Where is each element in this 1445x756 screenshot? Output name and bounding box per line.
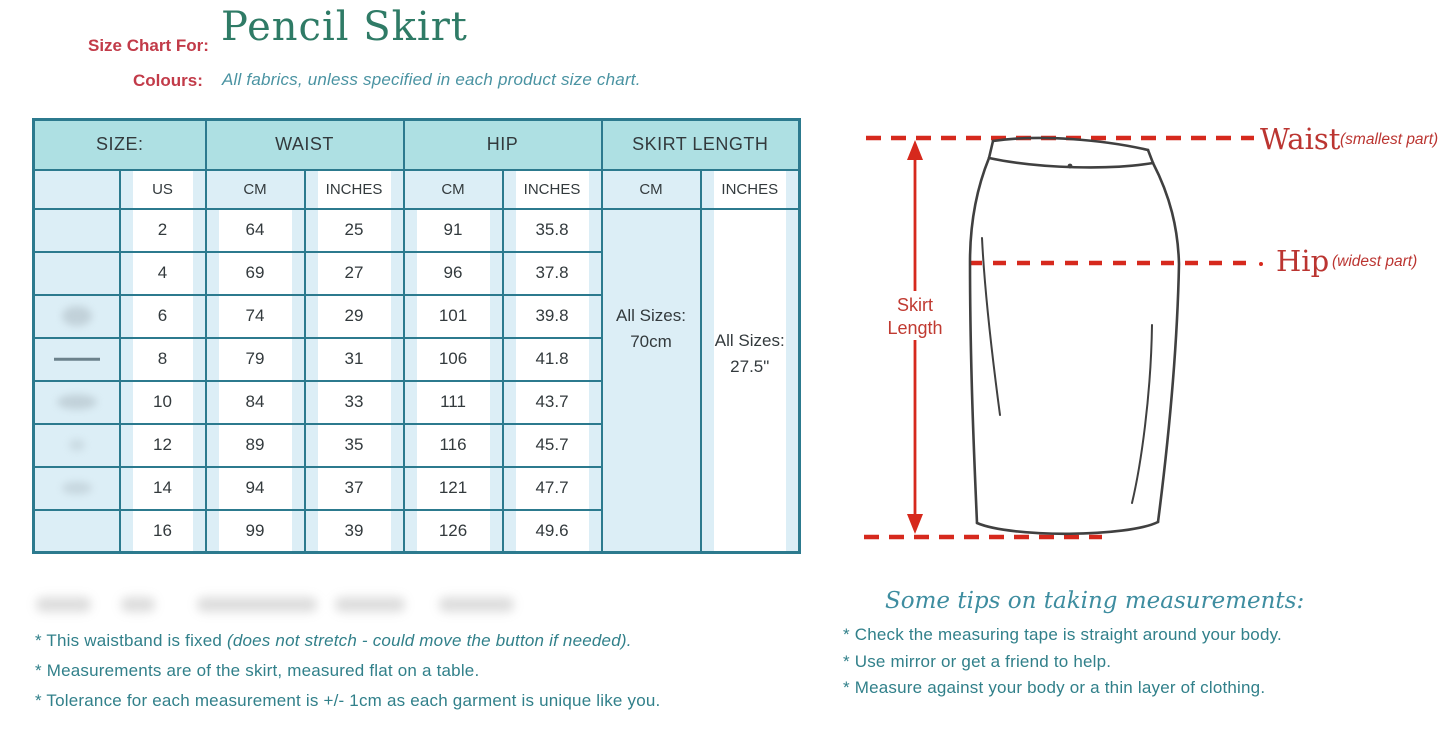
size-chart-table <box>32 118 801 554</box>
hip-cm-cell: 101 <box>404 295 503 338</box>
hip-cm-cell: 126 <box>404 510 503 553</box>
hip-line-end-dot <box>1259 262 1263 266</box>
skirt-length-inches-cell: All Sizes: 27.5" <box>701 209 800 553</box>
waist-inches-cell: 31 <box>305 338 404 381</box>
col-group-waist: WAIST <box>206 120 404 170</box>
waist-cm-cell: 74 <box>206 295 305 338</box>
arrowhead-up <box>907 140 923 160</box>
notes <box>35 626 735 716</box>
measurement-tips <box>843 588 1423 702</box>
subheader-hip-inches: INCHES <box>503 170 602 209</box>
waist-inches-cell: 29 <box>305 295 404 338</box>
hip-cm-cell: 121 <box>404 467 503 510</box>
row-marker-cell <box>34 295 120 338</box>
tips-heading: Some tips on taking measurements: <box>885 588 1305 614</box>
skirt-measurement-diagram <box>855 100 1445 580</box>
subheader-us: US <box>120 170 206 209</box>
us-size-cell: 8 <box>120 338 206 381</box>
hip-inches-cell: 47.7 <box>503 467 602 510</box>
hip-inches-cell: 45.7 <box>503 424 602 467</box>
row-marker-cell <box>34 510 120 553</box>
subheader-hip-cm: CM <box>404 170 503 209</box>
smudge-mark <box>62 306 92 326</box>
row-marker-cell <box>34 338 120 381</box>
hip-cm-cell: 116 <box>404 424 503 467</box>
tip-line: * Use mirror or get a friend to help. <box>843 651 1112 671</box>
waist-inches-cell: 39 <box>305 510 404 553</box>
colours-label: Colours: <box>133 71 203 90</box>
skirt-length-label-line2: Length <box>887 318 943 338</box>
arrowhead-down <box>907 514 923 534</box>
hip-inches-cell: 37.8 <box>503 252 602 295</box>
us-size-cell: 4 <box>120 252 206 295</box>
smudge-mark <box>62 482 92 495</box>
waist-cm-cell: 79 <box>206 338 305 381</box>
row-marker-cell <box>34 467 120 510</box>
waistband-button-dot <box>1068 164 1073 169</box>
waist-inches-cell: 33 <box>305 381 404 424</box>
us-size-cell: 6 <box>120 295 206 338</box>
tip-line: * Measure against your body or a thin layer of clothing. <box>843 678 1266 697</box>
hip-inches-cell: 43.7 <box>503 381 602 424</box>
waist-cm-cell: 99 <box>206 510 305 553</box>
skirt-length-cm-cell: All Sizes: 70cm <box>602 209 701 553</box>
note-line: * This waistband is fixed (does not stretch - could move the button if needed). <box>35 631 632 650</box>
us-size-cell: 12 <box>120 424 206 467</box>
col-group-hip: HIP <box>404 120 602 170</box>
row-marker-cell <box>34 424 120 467</box>
col-group-skirt-length: SKIRT LENGTH <box>602 120 800 170</box>
subheader-waist-inches: INCHES <box>305 170 404 209</box>
skirt-length-label-line1: Skirt <box>897 295 933 315</box>
waist-cm-cell: 84 <box>206 381 305 424</box>
row-marker-cell <box>34 209 120 252</box>
us-size-cell: 2 <box>120 209 206 252</box>
subheader-waist-cm: CM <box>206 170 305 209</box>
subheader-skirt-inches: INCHES <box>701 170 800 209</box>
dash-mark <box>54 358 100 361</box>
us-size-cell: 14 <box>120 467 206 510</box>
hip-cm-cell: 96 <box>404 252 503 295</box>
waist-note: (smallest part) <box>1340 131 1439 148</box>
colours-value: All fabrics, unless specified in each product size chart. <box>222 70 641 89</box>
hip-inches-cell: 49.6 <box>503 510 602 553</box>
note-line: * Tolerance for each measurement is +/- 1cm as each garment is unique like you. <box>35 691 661 710</box>
table-sub-header-row <box>34 170 800 209</box>
subheader-blank <box>34 170 120 209</box>
hip-cm-cell: 91 <box>404 209 503 252</box>
erased-text-artifact <box>36 597 514 613</box>
row-marker-cell <box>34 381 120 424</box>
us-size-cell: 16 <box>120 510 206 553</box>
table-row <box>34 209 800 252</box>
smudge-mark <box>57 395 97 410</box>
waist-inches-cell: 27 <box>305 252 404 295</box>
hip-cm-cell: 106 <box>404 338 503 381</box>
hip-label: Hip <box>1276 244 1330 278</box>
hip-inches-cell: 35.8 <box>503 209 602 252</box>
waist-inches-cell: 37 <box>305 467 404 510</box>
tip-line: * Check the measuring tape is straight around your body. <box>843 625 1282 644</box>
hip-note: (widest part) <box>1332 253 1418 270</box>
product-title: Pencil Skirt <box>221 4 468 50</box>
waist-cm-cell: 69 <box>206 252 305 295</box>
waist-cm-cell: 89 <box>206 424 305 467</box>
note-line: * Measurements are of the skirt, measured flat on a table. <box>35 661 480 680</box>
waist-cm-cell: 94 <box>206 467 305 510</box>
hip-inches-cell: 39.8 <box>503 295 602 338</box>
skirt-outline <box>970 138 1179 534</box>
waist-label: Waist <box>1260 122 1341 156</box>
waist-inches-cell: 35 <box>305 424 404 467</box>
hip-inches-cell: 41.8 <box>503 338 602 381</box>
size-chart-for-label: Size Chart For: <box>88 36 209 55</box>
hip-cm-cell: 111 <box>404 381 503 424</box>
row-marker-cell <box>34 252 120 295</box>
col-group-size: SIZE: <box>34 120 206 170</box>
table-group-header-row <box>34 120 800 170</box>
waist-inches-cell: 25 <box>305 209 404 252</box>
smudge-mark <box>69 439 85 451</box>
us-size-cell: 10 <box>120 381 206 424</box>
waist-cm-cell: 64 <box>206 209 305 252</box>
subheader-skirt-cm: CM <box>602 170 701 209</box>
